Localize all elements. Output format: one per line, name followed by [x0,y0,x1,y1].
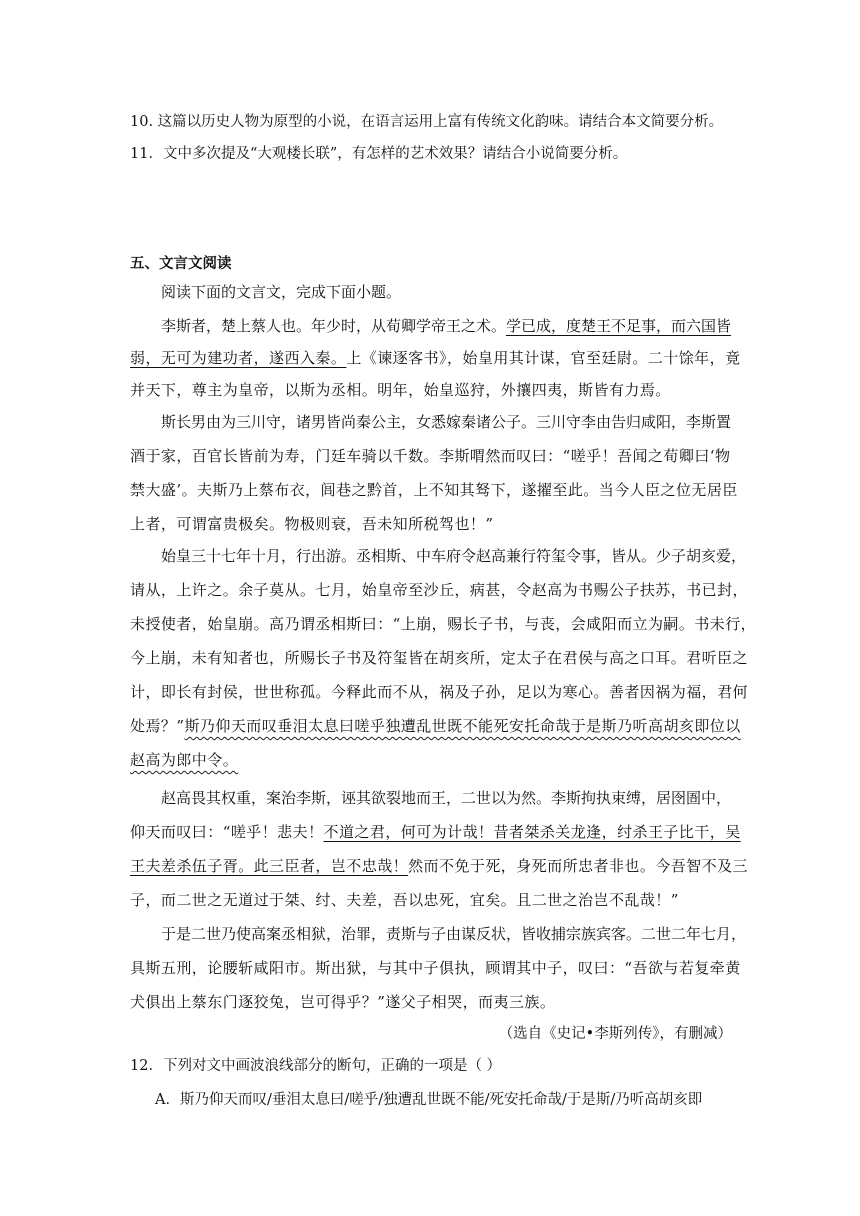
section-instruction: 阅读下面的文言文，完成下面小题。 [161,283,402,301]
passage-line: 犬俱出上蔡东门逐狡兔，岂可得乎？”遂父子相哭，而夷三族。 [130,993,556,1011]
passage-line: 赵高畏其权重，案治李斯，诬其欲裂地而王，二世以为然。李斯拘执束缚，居囹圄中， [161,789,732,807]
passage-line: 子，而二世之无道过于桀、纣、夫差，吾以忠死，宜矣。且二世之治岂不乱哉！” [130,891,679,909]
underlined-sentence: 不道之君，何可为计哉！昔者桀杀关龙逢，纣杀王子比干，吴 [323,823,741,841]
passage-line: 计，即长有封侯，世世称孤。今释此而不从，祸及子孙，足以为寒心。善者因祸为福，君何 [130,683,749,701]
passage-line: 李斯者，楚上蔡人也。年少时，从荀卿学帝王之术。学已成，度楚王不足事，而六国皆 [161,317,732,335]
question-10: 10. 这篇以历史人物为原型的小说，在语言运用上富有传统文化韵味。请结合本文简要分析。 [130,114,724,130]
passage-line: 具斯五刑，论腰斩咸阳市。斯出狱，与其中子俱执，顾谓其中子，叹曰：“吾欲与若复牵黄 [130,959,741,977]
passage-line: 始皇三十七年十月，行出游。丞相斯、中车府令赵高兼行符玺令事，皆从。少子胡亥爱， [161,547,747,565]
underlined-sentence: 弱，无可为建功者，遂西入秦。 [130,349,347,367]
underlined-sentence: 王夫差杀伍子胥。此三臣者，岂不忠哉！ [130,857,409,875]
passage-line: 仰天而叹曰：“嗟乎！悲夫！不道之君，何可为计哉！昔者桀杀关龙逢，纣杀王子比干，吴 [130,823,741,841]
question-12-stem: 12．下列对文中画波浪线部分的断句，正确的一项是（ ） [130,1058,502,1074]
passage-line: 处焉？”斯乃仰天而叹垂泪太息曰嗟乎独遭乱世既不能死安托命哉于是斯乃听高胡亥即位以 [130,717,741,735]
wavy-underlined-sentence: 赵高为郎中令。 [130,751,239,769]
passage-line: 于是二世乃使高案丞相狱，治罪，责斯与子由谋反状，皆收捕宗族宾客。二世二年七月， [161,925,747,943]
passage-line [130,750,238,770]
question-12-option-a: A．斯乃仰天而叹/垂泪太息曰/嗟乎/独遭乱世既不能/死安托命哉/于是斯/乃听高胡亥即 [155,1092,703,1108]
passage-line: 酒于家，百官长皆前为寿，门廷车骑以千数。李斯喟然而叹曰：“嗟乎！吾闻之荀卿曰‘物 [130,447,731,465]
source-citation: （选自《史记•李斯列传》，有删减） [498,1026,732,1042]
passage-line: 请从，上许之。余子莫从。七月，始皇帝至沙丘，病甚，令赵高为书赐公子扶苏，书已封， [130,581,749,599]
passage-line: 斯长男由为三川守，诸男皆尚秦公主，女悉嫁秦诸公子。三川守李由告归咸阳，李斯置 [161,413,732,431]
passage-line: 上者，可谓富贵极矣。物极则衰，吾未知所税驾也！” [130,515,494,533]
wavy-underlined-sentence: 斯乃仰天而叹垂泪太息曰嗟乎独遭乱世既不能死安托命哉于是斯乃听高胡亥即位以 [184,717,741,735]
passage-line: 弱，无可为建功者，遂西入秦。上《谏逐客书》，始皇用其计谋，官至廷尉。二十馀年，竟 [130,349,741,367]
passage-line: 今上崩，未有知者也，所赐长子书及符玺皆在胡亥所，定太子在君侯与高之口耳。君听臣之 [130,649,749,667]
passage-line: 并天下，尊主为皇帝，以斯为丞相。明年，始皇巡狩，外攘四夷，斯皆有力焉。 [130,381,671,399]
passage-line: 王夫差杀伍子胥。此三臣者，岂不忠哉！然而不免于死，身死而所忠者非也。今吾智不及三 [130,857,749,875]
underlined-sentence: 学已成，度楚王不足事，而六国皆 [506,317,732,335]
passage-line: 禁大盛’。夫斯乃上蔡布衣，闾巷之黔首，上不知其驽下，遂擢至此。当今人臣之位无居臣 [130,481,738,499]
section-heading: 五、文言文阅读 [130,255,232,272]
passage-line: 未授使者，始皇崩。高乃谓丞相斯曰：“上崩，赐长子书，与丧，会咸阳而立为嗣。书未行， [130,615,757,633]
question-11: 11．文中多次提及“大观楼长联”，有怎样的艺术效果？请结合小说简要分析。 [130,146,628,162]
